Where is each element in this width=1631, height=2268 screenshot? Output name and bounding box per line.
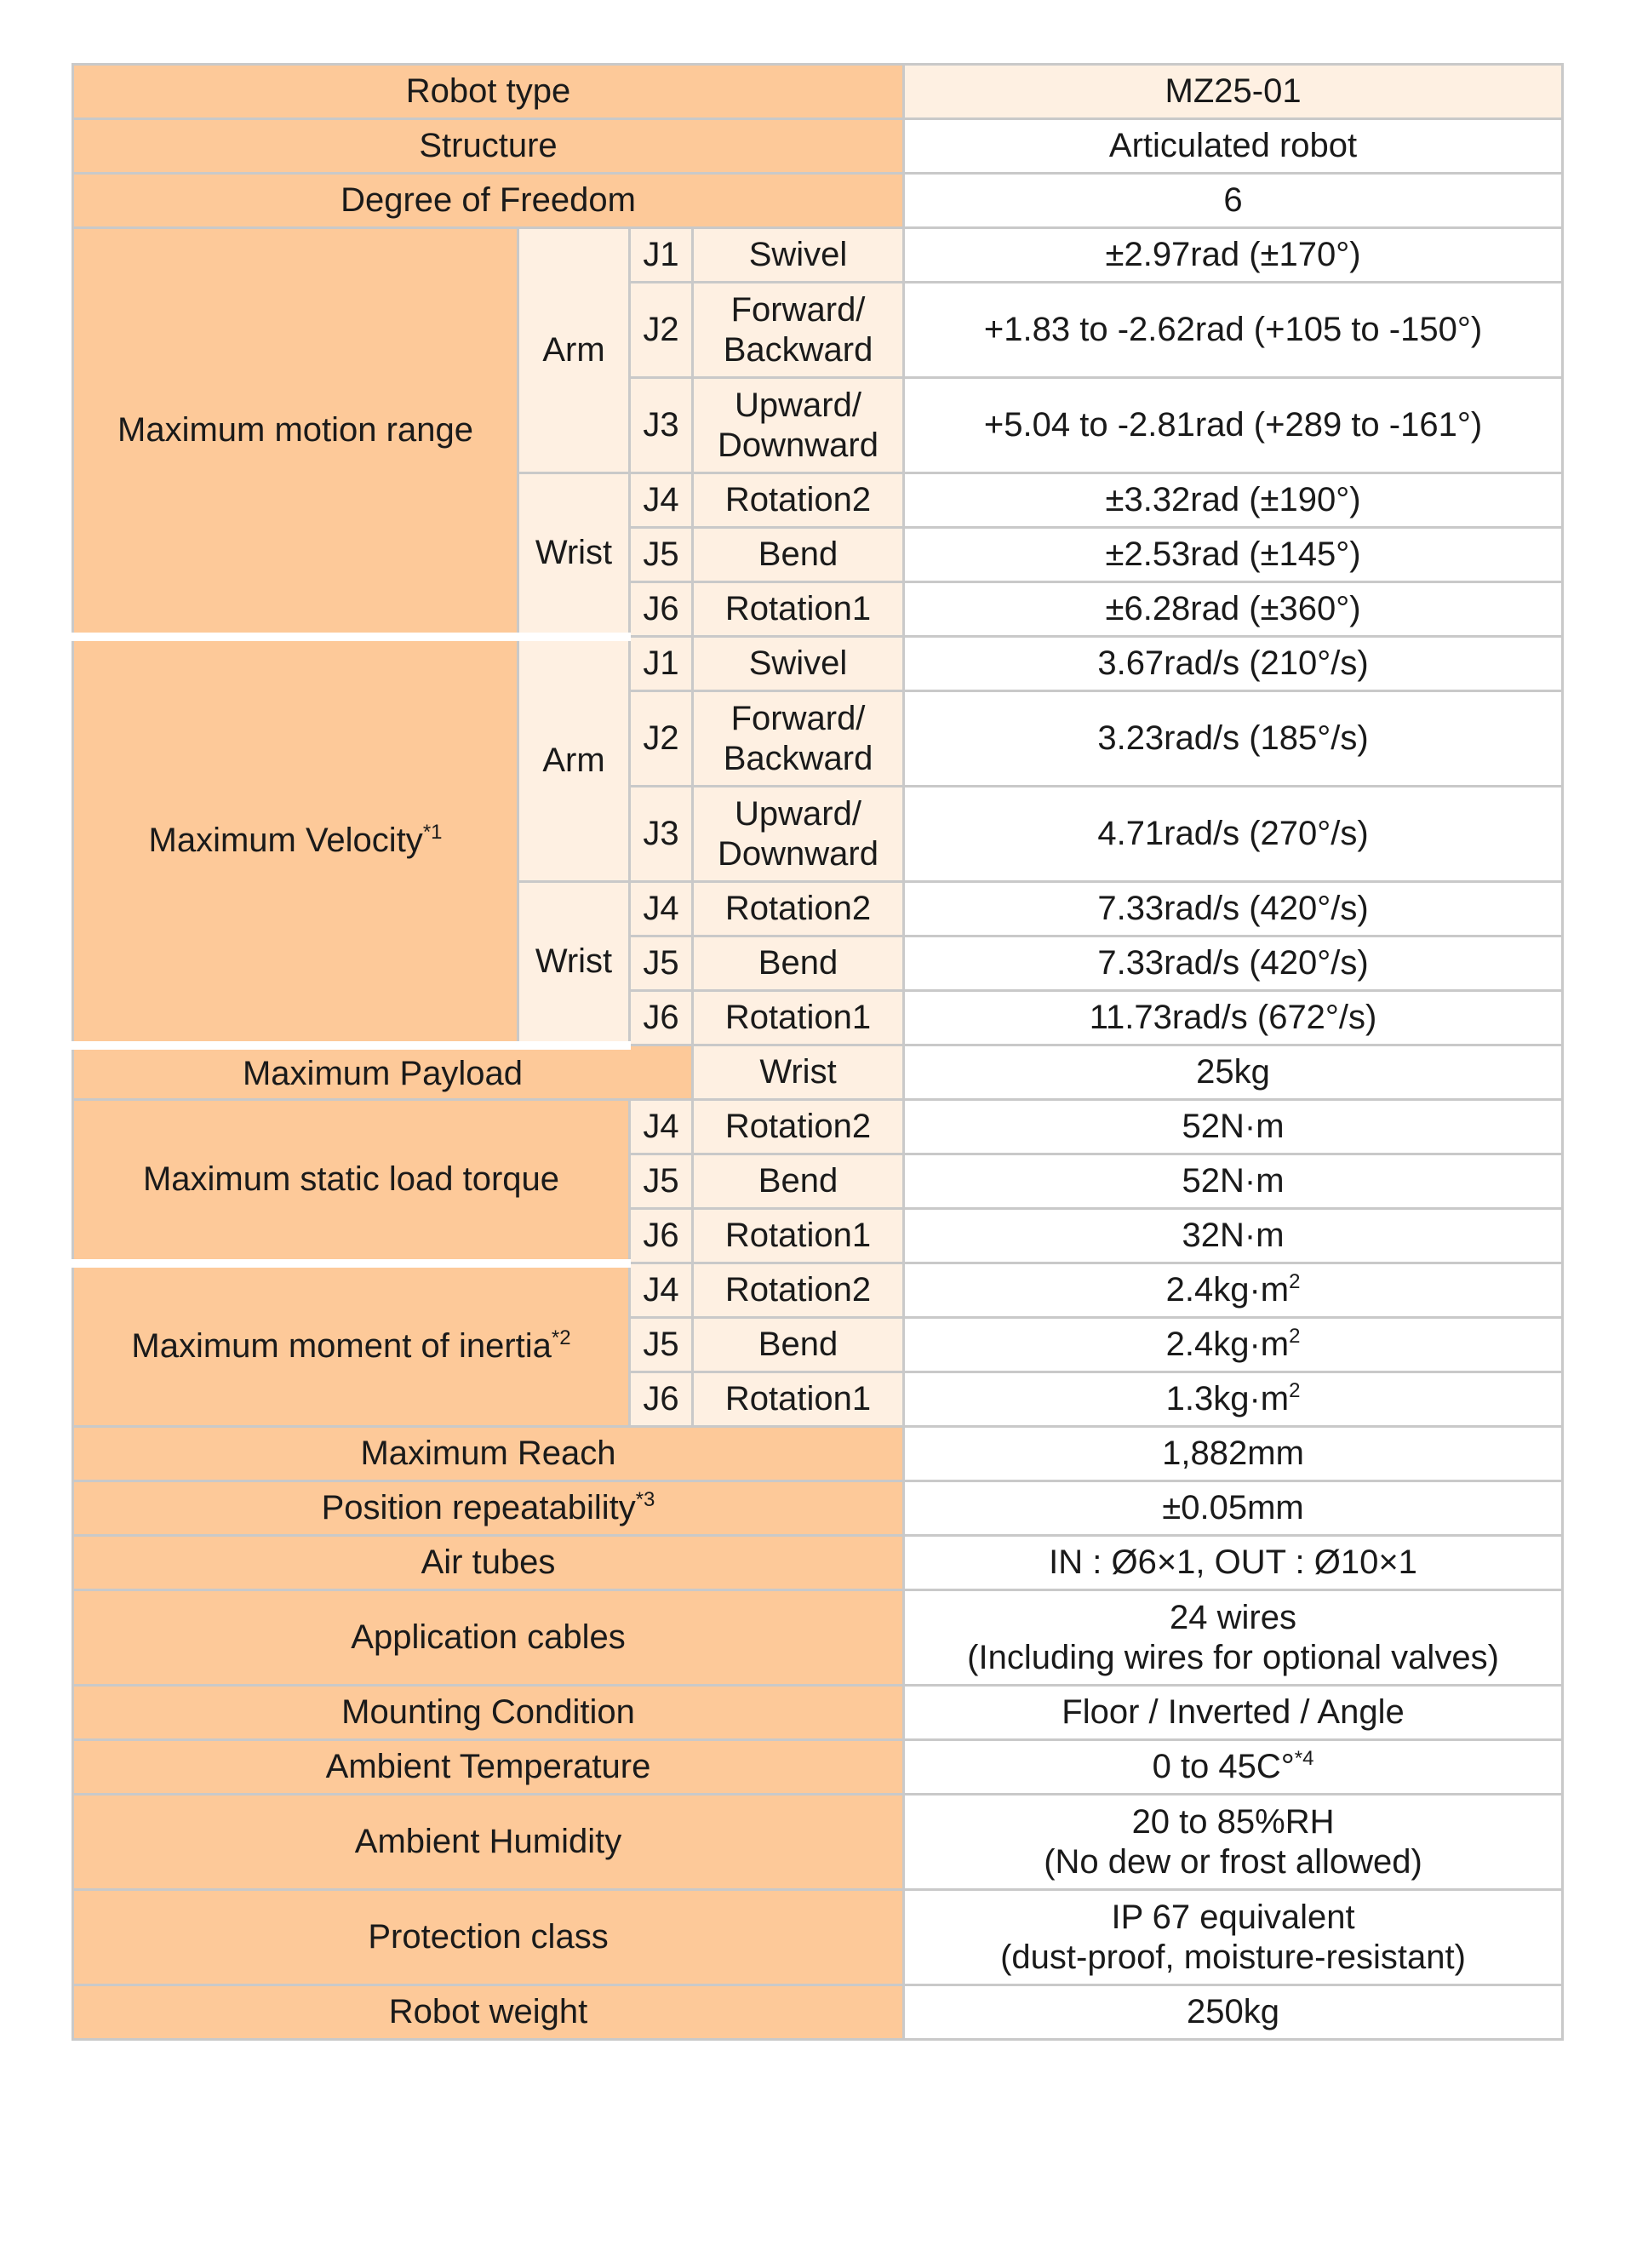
joint-cell: J5 (630, 528, 693, 582)
value-cell: 52N·m (904, 1100, 1563, 1154)
value-cell: +1.83 to -2.62rad (+105 to -150°) (904, 283, 1563, 378)
row-dof (73, 174, 1563, 228)
value-cell (904, 1590, 1563, 1686)
axis-cell: Rotation2 (693, 473, 904, 528)
unit-exponent: 2 (1289, 1270, 1301, 1293)
axis-cell: Rotation2 (693, 1100, 904, 1154)
value-cell: 11.73rad/s (672°/s) (904, 991, 1563, 1045)
footnote-mark: *1 (422, 821, 443, 844)
axis-cell: Rotation1 (693, 582, 904, 637)
value-cell: ±3.32rad (±190°) (904, 473, 1563, 528)
group-label (73, 1263, 630, 1427)
label-cell: Application cables (73, 1590, 904, 1686)
inertia-value: 1.3kg·m (1165, 1380, 1290, 1418)
axis-cell: Upward/ Downward (693, 787, 904, 882)
value-cell: Articulated robot (904, 119, 1563, 174)
joint-cell: J5 (630, 1154, 693, 1209)
joint-cell: J1 (630, 228, 693, 283)
row-humidity (73, 1795, 1563, 1890)
row-reach (73, 1427, 1563, 1481)
axis-cell: Bend (693, 528, 904, 582)
inertia-value: 2.4kg·m (1165, 1271, 1290, 1309)
joint-cell: J6 (630, 1209, 693, 1263)
value-cell (904, 1372, 1563, 1427)
value-cell: 1,882mm (904, 1427, 1563, 1481)
value-cell: 52N·m (904, 1154, 1563, 1209)
inertia-value: 2.4kg·m (1165, 1326, 1290, 1363)
value-cell: ±2.53rad (±145°) (904, 528, 1563, 582)
value-line: (dust-proof, moisture-resistant) (1000, 1938, 1466, 1976)
value-cell (904, 1263, 1563, 1318)
joint-cell: J4 (630, 1100, 693, 1154)
value-cell: 32N·m (904, 1209, 1563, 1263)
velocity-label: Maximum Velocity (148, 822, 423, 859)
label-cell: Mounting Condition (73, 1686, 904, 1740)
value-cell (904, 1318, 1563, 1372)
axis-cell: Upward/ Downward (693, 378, 904, 473)
sub-group-wrist: Wrist (518, 473, 630, 637)
axis-cell: Swivel (693, 637, 904, 691)
value-cell: 3.23rad/s (185°/s) (904, 691, 1563, 787)
group-label: Maximum static load torque (73, 1100, 630, 1263)
label-cell: Ambient Humidity (73, 1795, 904, 1890)
value-cell: 25kg (904, 1045, 1563, 1100)
group-label: Maximum motion range (73, 228, 518, 637)
value-cell: 7.33rad/s (420°/s) (904, 936, 1563, 991)
inertia-row (73, 1263, 1563, 1318)
axis-cell: Swivel (693, 228, 904, 283)
value-cell: 6 (904, 174, 1563, 228)
axis-cell: Bend (693, 1318, 904, 1372)
sub-group-arm: Arm (518, 228, 630, 473)
footnote-mark: *2 (551, 1326, 571, 1349)
value-cell: +5.04 to -2.81rad (+289 to -161°) (904, 378, 1563, 473)
joint-cell: J1 (630, 637, 693, 691)
value-line: IP 67 equivalent (1111, 1898, 1355, 1936)
label-cell: Structure (73, 119, 904, 174)
axis-cell: Bend (693, 1154, 904, 1209)
value-cell: 3.67rad/s (210°/s) (904, 637, 1563, 691)
joint-cell: J6 (630, 1372, 693, 1427)
label-cell: Robot weight (73, 1985, 904, 2040)
footnote-mark: *4 (1294, 1747, 1314, 1770)
label-cell: Air tubes (73, 1536, 904, 1590)
label-cell: Protection class (73, 1890, 904, 1985)
sub-group-arm: Arm (518, 637, 630, 882)
axis-cell: Rotation1 (693, 991, 904, 1045)
value-cell: Floor / Inverted / Angle (904, 1686, 1563, 1740)
joint-cell: J2 (630, 283, 693, 378)
row-protection (73, 1890, 1563, 1985)
velocity-row (73, 637, 1563, 691)
sub-group-wrist: Wrist (518, 882, 630, 1045)
value-line: (Including wires for optional valves) (967, 1638, 1499, 1676)
joint-cell: J5 (630, 936, 693, 991)
row-structure (73, 119, 1563, 174)
spec-table (72, 63, 1564, 2041)
unit-exponent: 2 (1289, 1379, 1301, 1402)
value-line: (No dew or frost allowed) (1044, 1842, 1422, 1881)
axis-cell: Wrist (693, 1045, 904, 1100)
value-cell (904, 1890, 1563, 1985)
joint-cell: J4 (630, 882, 693, 936)
label-cell (73, 1481, 904, 1536)
value-cell: 250kg (904, 1985, 1563, 2040)
value-cell: MZ25-01 (904, 65, 1563, 119)
label-cell: Ambient Temperature (73, 1740, 904, 1795)
value-cell: 4.71rad/s (270°/s) (904, 787, 1563, 882)
axis-cell: Forward/ Backward (693, 283, 904, 378)
row-payload (73, 1045, 1563, 1100)
joint-cell: J3 (630, 378, 693, 473)
value-cell: ±2.97rad (±170°) (904, 228, 1563, 283)
row-repeatability (73, 1481, 1563, 1536)
value-cell (904, 1795, 1563, 1890)
repeatability-label: Position repeatability (321, 1489, 636, 1526)
joint-cell: J6 (630, 582, 693, 637)
value-cell: IN : Ø6×1, OUT : Ø10×1 (904, 1536, 1563, 1590)
unit-exponent: 2 (1289, 1325, 1301, 1348)
joint-cell: J4 (630, 473, 693, 528)
axis-cell: Bend (693, 936, 904, 991)
row-mounting (73, 1686, 1563, 1740)
row-cables (73, 1590, 1563, 1686)
label-cell: Maximum Payload (73, 1045, 693, 1100)
value-cell: ±6.28rad (±360°) (904, 582, 1563, 637)
value-cell (904, 1740, 1563, 1795)
motion-range-row (73, 228, 1563, 283)
label-cell: Maximum Reach (73, 1427, 904, 1481)
label-cell: Robot type (73, 65, 904, 119)
joint-cell: J3 (630, 787, 693, 882)
value-line: 20 to 85%RH (1131, 1802, 1335, 1841)
inertia-label: Maximum moment of inertia (131, 1326, 552, 1365)
value-cell: 7.33rad/s (420°/s) (904, 882, 1563, 936)
row-temperature (73, 1740, 1563, 1795)
axis-cell: Forward/ Backward (693, 691, 904, 787)
value-cell: ±0.05mm (904, 1481, 1563, 1536)
joint-cell: J6 (630, 991, 693, 1045)
axis-cell: Rotation1 (693, 1372, 904, 1427)
row-air-tubes (73, 1536, 1563, 1590)
axis-cell: Rotation1 (693, 1209, 904, 1263)
temperature-value: 0 to 45C° (1152, 1748, 1295, 1785)
label-cell: Degree of Freedom (73, 174, 904, 228)
static-torque-row (73, 1100, 1563, 1154)
group-label (73, 637, 518, 1045)
row-robot-type (73, 65, 1563, 119)
value-line: 24 wires (1170, 1598, 1296, 1636)
footnote-mark: *3 (635, 1488, 655, 1511)
axis-cell: Rotation2 (693, 882, 904, 936)
joint-cell: J2 (630, 691, 693, 787)
joint-cell: J5 (630, 1318, 693, 1372)
axis-cell: Rotation2 (693, 1263, 904, 1318)
joint-cell: J4 (630, 1263, 693, 1318)
row-weight (73, 1985, 1563, 2040)
